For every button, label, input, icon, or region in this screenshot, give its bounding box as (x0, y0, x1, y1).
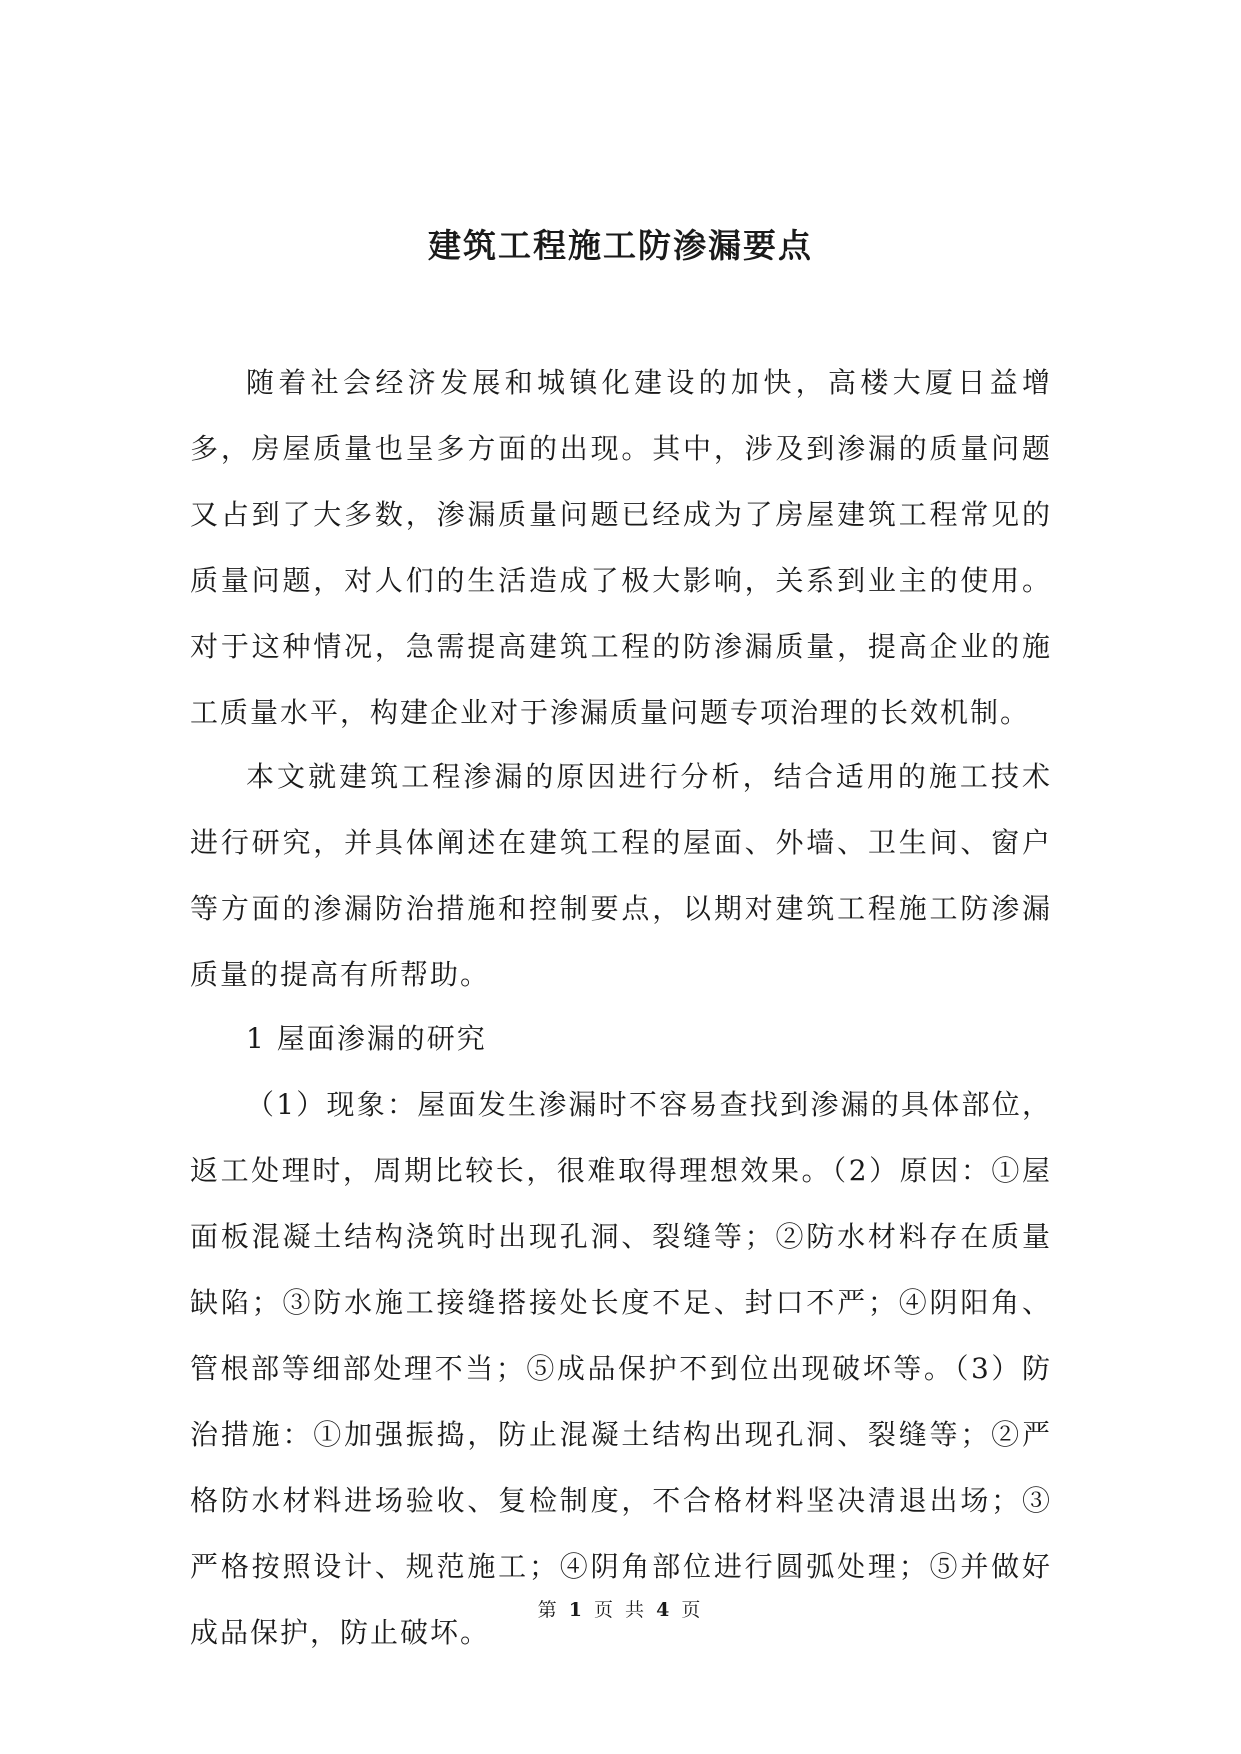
paragraph-roof-leakage (190, 1072, 1052, 1666)
footer-suffix: 页 (681, 1599, 704, 1621)
footer-mid: 页 共 (593, 1599, 648, 1621)
paragraph-text: 随着社会经济发展和城镇化建设的加快，高楼大厦日益增多，房屋质量也呈多方面的出现。其中，涉及到渗漏的质量问题又占到了大多数，渗漏质量问题已经成为了房屋建筑工程常见的质量问题，对人们的生活造成了极大影响，关系到业主的使用。对于这种情况，急需提高建筑工程的防渗漏质量，提高企业的施工质量水平，构建企业对于渗漏质量问题专项治理的长效机制。 (190, 366, 1052, 729)
paragraph-text: （1）现象：屋面发生渗漏时不容易查找到渗漏的具体部位，返工处理时，周期比较长，很难取得理想效果。（2）原因：①屋面板混凝土结构浇筑时出现孔洞、裂缝等；②防水材料存在质量缺陷；③防水施工接缝搭接处长度不足、封口不严；④阴阳角、管根部等细部处理不当；⑤成品保护不到位出现破坏等。（3）防治措施：①加强振捣，防止混凝土结构出现孔洞、裂缝等；②严格防水材料进场验收、复检制度，不合格材料坚决清退出场；③严格按照设计、规范施工；④阴角部位进行圆弧处理；⑤并做好成品保护，防止破坏。 (190, 1088, 1052, 1649)
footer-current-page: 1 (568, 1599, 585, 1621)
footer-prefix: 第 (537, 1599, 560, 1621)
paragraph-scope (190, 744, 1052, 1008)
section-heading-roof: 1 屋面渗漏的研究 (246, 1022, 487, 1055)
footer-total-pages: 4 (656, 1599, 673, 1621)
page-footer (0, 1596, 1241, 1624)
document-title: 建筑工程施工防渗漏要点 (428, 226, 813, 265)
paragraph-intro (190, 350, 1052, 746)
paragraph-text: 本文就建筑工程渗漏的原因进行分析，结合适用的施工技术进行研究，并具体阐述在建筑工程的屋面、外墙、卫生间、窗户等方面的渗漏防治措施和控制要点，以期对建筑工程施工防渗漏质量的提高有所帮助。 (190, 760, 1052, 991)
